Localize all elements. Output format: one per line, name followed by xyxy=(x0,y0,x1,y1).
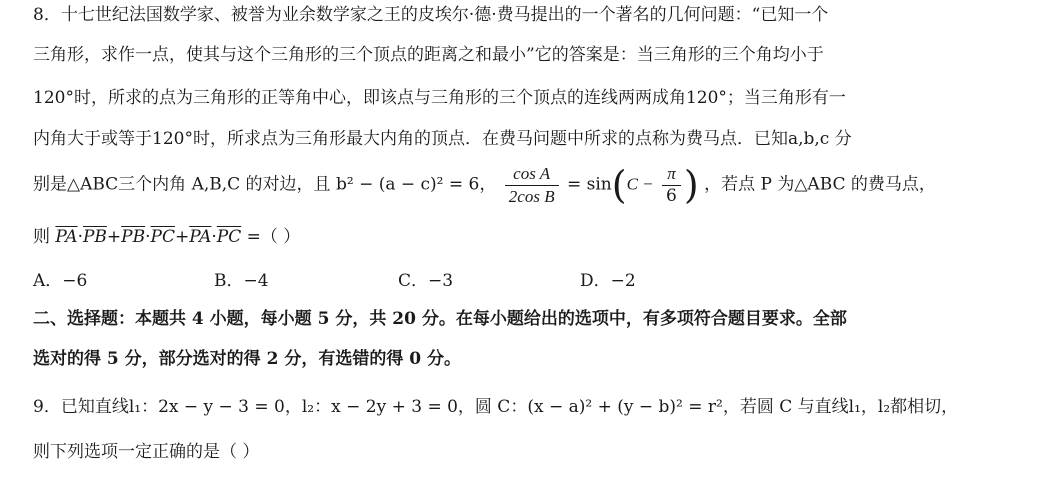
option-d: D．−2 xyxy=(580,271,636,291)
q8-line-1: 8．十七世纪法国数学家、被誉为业余数学家之王的皮埃尔·德·费马提出的一个著名的几何问题：“已知一个 xyxy=(33,5,829,25)
q8-line-5 xyxy=(33,164,936,206)
fraction-pi-6 xyxy=(662,164,681,206)
q8-line-5-end: ，若点 P 为△ABC 的费马点， xyxy=(704,174,936,195)
fraction-cosA-2cosB xyxy=(505,164,559,206)
q9-line-1: 9．已知直线l₁：2x − y − 3 = 0，l₂：x − 2y + 3 = 0，圆 C：(x − a)² + (y − b)² = r²，若圆 C 与直线l₁，l₂都相切， xyxy=(33,397,959,417)
q9-line-2: 则下列选项一定正确的是（ ） xyxy=(33,442,260,462)
plus-1: + xyxy=(106,227,122,247)
q8-line-5-text: 别是△ABC三个内角 A,B,C 的对边，且 b² − (a − c)² = 6， xyxy=(33,174,497,195)
dot-1: · xyxy=(77,227,83,247)
c-minus: C − xyxy=(626,174,654,194)
q8-line-4: 内角大于或等于120°时，所求点为三角形最大内角的顶点．在费马问题中所求的点称为费马点．已知a,b,c 分 xyxy=(33,129,852,149)
fraction-denominator: 2cos B xyxy=(508,186,555,206)
vector-pa-2: $\overline{PA}$ xyxy=(189,227,212,247)
right-paren: ) xyxy=(683,163,699,208)
q8-line-6 xyxy=(33,227,300,247)
section-2-line-1: 二、选择题：本题共 4 小题，每小题 5 分，共 20 分。在每小题给出的选项中，有多项符合题目要求。全部 xyxy=(33,309,847,329)
sin-text: = sin xyxy=(566,174,612,195)
option-c: C．−3 xyxy=(398,271,454,291)
q8-line-2: 三角形，求作一点，使其与这个三角形的三个顶点的距离之和最小”它的答案是：当三角形的三个角均小于 xyxy=(33,45,824,65)
pi-denominator: 6 xyxy=(666,185,677,206)
left-paren: ( xyxy=(611,163,627,208)
fraction-numerator: cos A xyxy=(505,164,559,186)
dot-3: · xyxy=(211,227,217,247)
vector-pc-2: $\overline{PC}$ xyxy=(216,227,242,247)
vector-pc-1: $\overline{PC}$ xyxy=(150,227,175,247)
line6-prefix: 则 xyxy=(33,227,50,247)
vector-pb-2: $\overline{PB}$ xyxy=(121,227,146,247)
option-b: B．−4 xyxy=(214,271,269,291)
option-a: A．−6 xyxy=(33,271,88,291)
dot-2: · xyxy=(145,227,151,247)
line6-suffix: =（ ） xyxy=(246,227,301,247)
section-2-line-2: 选对的得 5 分，部分选对的得 2 分，有选错的得 0 分。 xyxy=(33,349,461,369)
vector-pa-1: $\overline{PA}$ xyxy=(55,227,78,247)
plus-2: + xyxy=(174,227,190,247)
pi-numerator: π xyxy=(662,164,681,186)
q8-line-3: 120°时，所求的点为三角形的正等角中心，即该点与三角形的三个顶点的连线两两成角120°；当三角形有一 xyxy=(33,88,846,108)
vector-pb-1: $\overline{PB}$ xyxy=(82,227,107,247)
